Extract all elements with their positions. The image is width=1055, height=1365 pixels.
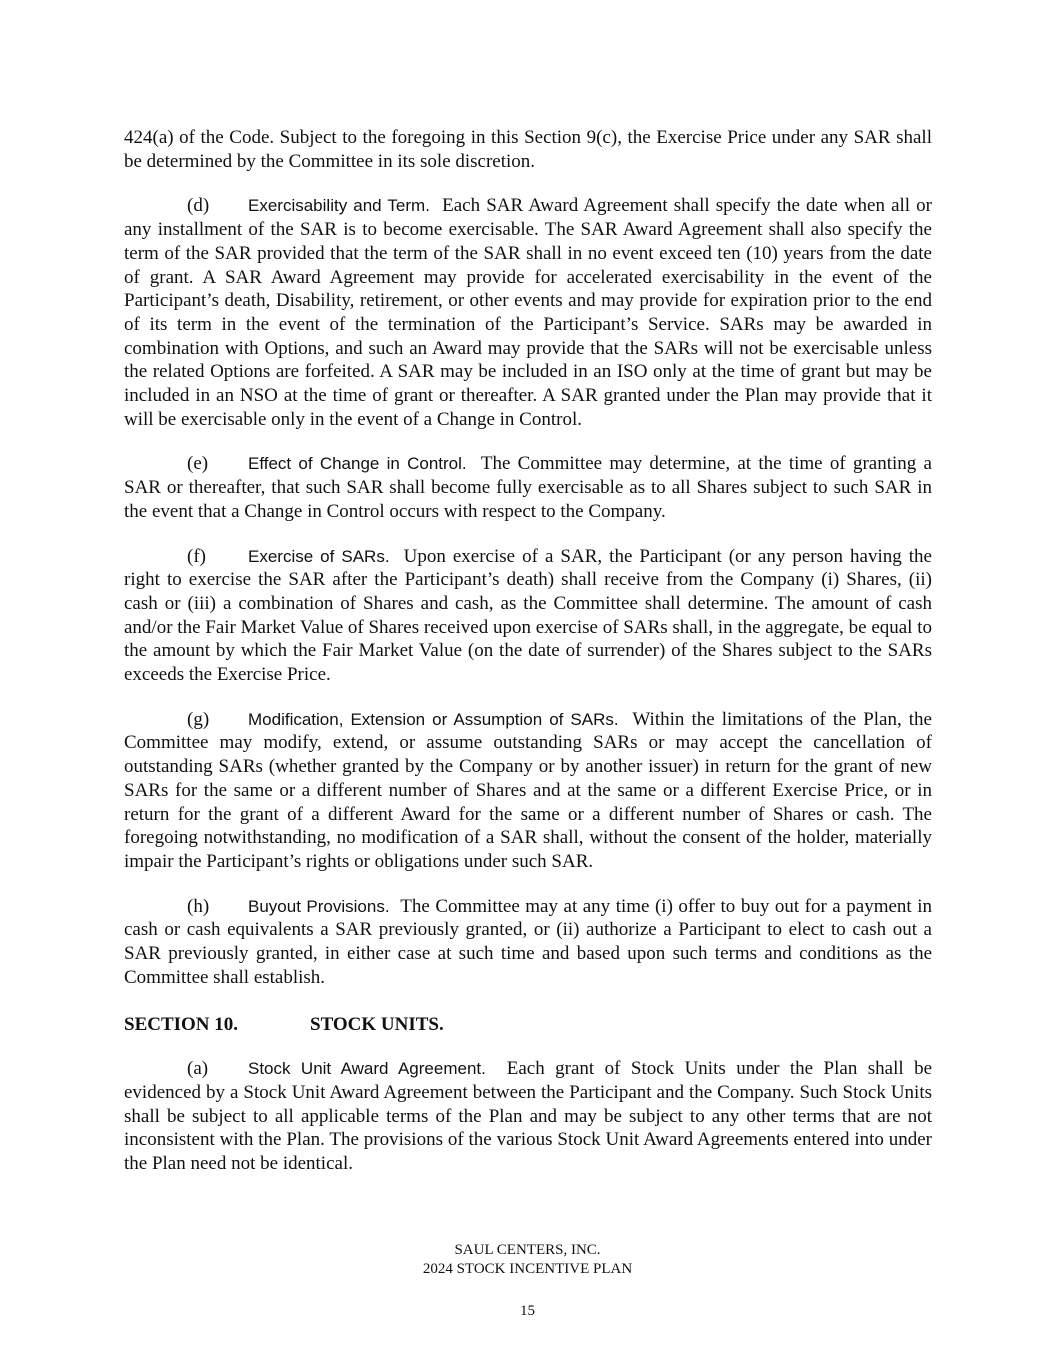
section-title: STOCK UNITS. (310, 1013, 444, 1035)
paragraph-body: Within the limitations of the Plan, the Committee may modify, extend, or assume outstanding SARs or may accept the cancellation of outstanding SARs (whether granted by the Company or by another issuer) in return for the grant of new SARs for the same or a different number of Shares and at the same or a different Exercise Price, or in return for the grant of a different Award for the same or a different number of Shares or cash. The foregoing notwithstanding, no modification of a SAR shall, without the consent of the holder, materially impair the Participant’s rights or obligations under such SAR. (124, 708, 932, 872)
footer-plan-title: 2024 STOCK INCENTIVE PLAN (422, 1261, 633, 1277)
paragraph-g (124, 708, 932, 874)
paragraph-number: (a) (187, 1058, 209, 1080)
paragraph-number: (g) (187, 708, 210, 730)
paragraph-caption: Effect of Change in Control. (248, 454, 467, 474)
continuation-paragraph: 424(a) of the Code. Subject to the foregoing in this Section 9(c), the Exercise Price under any SAR shall be determined by the Committee in its sole discretion. (124, 127, 932, 172)
document-page (124, 126, 932, 1176)
paragraph-body: The Committee may determine, at the time of granting a SAR or thereafter, that such SAR shall become fully exercisable as to all Shares subject to such SAR in the event that a Change in Control occurs with respect to the Company. (124, 453, 932, 522)
paragraph-number: (f) (187, 545, 206, 567)
paragraph-h (124, 895, 932, 990)
paragraph-caption: Modification, Extension or Assumption of SARs. (248, 709, 619, 729)
paragraph-number: (d) (187, 195, 210, 217)
paragraph-d (124, 194, 932, 431)
section-paragraph-a (124, 1057, 932, 1176)
paragraph-f (124, 545, 932, 687)
paragraph-caption: Stock Unit Award Agreement. (248, 1059, 486, 1079)
paragraph-body: Each SAR Award Agreement shall specify the date when all or any installment of the SAR is to become exercisable. The SAR Award Agreement shall also specify the term of the SAR provided that the term of the SAR shall in no event exceed ten (10) years from the date of grant. A SAR Award Agreement may provide for accelerated exercisability in the event of the Participant’s death, Disability, retirement, or other events and may provide for expiration prior to the end of its term in the event of the termination of the Participant’s Service. SARs may be awarded in combination with Options, and such an Award may provide that the SARs will not be exercisable unless the related Options are forfeited. A SAR may be included in an ISO only at the time of grant but may be included in an NSO at the time of grant or thereafter. A SAR granted under the Plan may provide that it will be exercisable only in the event of a Change in Control. (124, 195, 933, 430)
section-number: SECTION 10. (124, 1013, 239, 1035)
section-heading (124, 1013, 932, 1037)
paragraph-caption: Buyout Provisions. (248, 896, 390, 916)
paragraph-body: The Committee may at any time (i) offer to buy out for a payment in cash or cash equivalents a SAR previously granted, or (ii) authorize a Participant to elect to cash out a SAR previously granted, in either case at such time and based upon such terms and conditions as the Committee shall establish. (124, 895, 932, 988)
paragraph-caption: Exercisability and Term. (248, 196, 430, 216)
page-footer (0, 1241, 1055, 1279)
paragraph-number: (h) (187, 895, 210, 917)
page-number: 15 (520, 1303, 535, 1319)
paragraph-body: Upon exercise of a SAR, the Participant (or any person having the right to exercise the SAR after the Participant’s death) shall receive from the Company (i) Shares, (ii) cash or (iii) a combination of Shares and cash, as the Committee shall determine. The amount of cash and/or the Fair Market Value of Shares received upon exercise of SARs shall, in the aggregate, be equal to the amount by which the Fair Market Value (on the date of surrender) of the Shares subject to the SARs exceeds the Exercise Price. (124, 545, 932, 686)
footer-company: SAUL CENTERS, INC. (454, 1242, 601, 1258)
paragraph-caption: Exercise of SARs. (248, 546, 390, 566)
paragraph-number: (e) (187, 453, 209, 475)
paragraph-body: Each grant of Stock Units under the Plan shall be evidenced by a Stock Unit Award Agreement between the Participant and the Company. Such Stock Units shall be subject to all applicable terms of the Plan and may be subject to any other terms that are not inconsistent with the Plan. The provisions of the various Stock Unit Award Agreements entered into under the Plan need not be identical. (124, 1058, 933, 1175)
paragraph-e (124, 452, 932, 523)
